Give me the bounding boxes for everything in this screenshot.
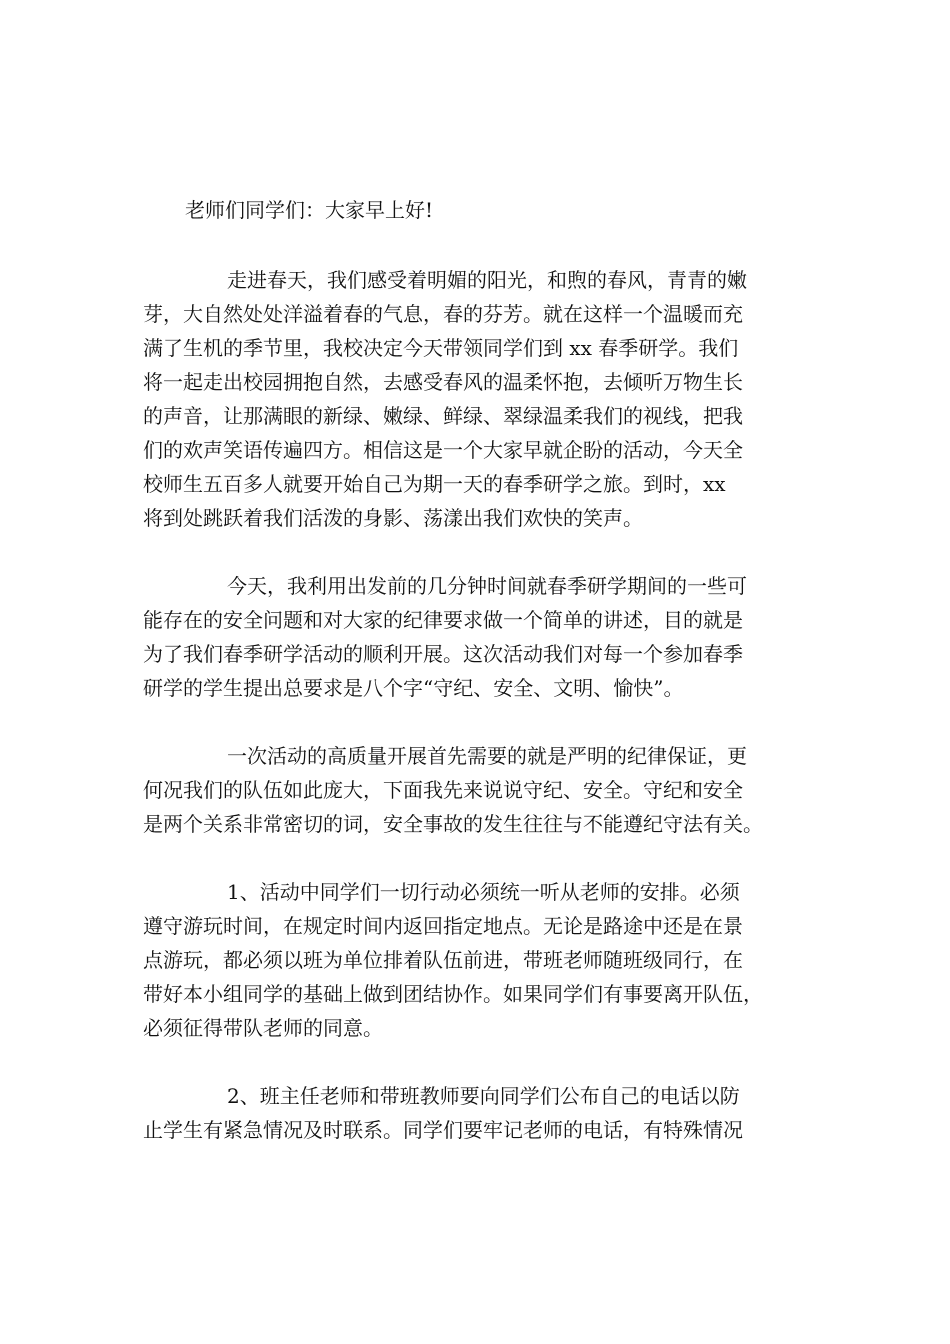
text-line: 将一起走出校园拥抱自然，去感受春风的温柔怀抱，去倾听万物生长 bbox=[143, 370, 743, 394]
text-line: 今天，我利用出发前的几分钟时间就春季研学期间的一些可 bbox=[227, 574, 747, 598]
paragraph-intro bbox=[143, 263, 815, 535]
text-line: 走进春天，我们感受着明媚的阳光，和煦的春风，青青的嫩 bbox=[227, 268, 747, 292]
text-line: 带好本小组同学的基础上做到团结协作。如果同学们有事要离开队伍， bbox=[143, 982, 763, 1006]
text-line: 的声音，让那满眼的新绿、嫩绿、鲜绿、翠绿温柔我们的视线，把我 bbox=[143, 404, 743, 428]
text-line: 2、班主任老师和带班教师要向同学们公布自己的电话以防 bbox=[227, 1084, 740, 1108]
text-line: 芽，大自然处处洋溢着春的气息，春的芬芳。就在这样一个温暖而充 bbox=[143, 302, 743, 326]
text-line: 必须征得带队老师的同意。 bbox=[143, 1016, 383, 1040]
text-line: 何况我们的队伍如此庞大，下面我先来说说守纪、安全。守纪和安全 bbox=[143, 778, 743, 802]
document-body bbox=[143, 193, 815, 1181]
text-line: 校师生五百多人就要开始自己为期一天的春季研学之旅。到时，xx bbox=[143, 472, 726, 496]
text-line: 为了我们春季研学活动的顺利开展。这次活动我们对每一个参加春季 bbox=[143, 642, 743, 666]
text-line: 遵守游玩时间，在规定时间内返回指定地点。无论是路途中还是在景 bbox=[143, 914, 743, 938]
paragraph-rule-1 bbox=[143, 875, 815, 1045]
text-line: 能存在的安全问题和对大家的纪律要求做一个简单的讲述，目的就是 bbox=[143, 608, 743, 632]
paragraph-purpose bbox=[143, 569, 815, 705]
text-line: 们的欢声笑语传遍四方。相信这是一个大家早就企盼的活动，今天全 bbox=[143, 438, 743, 462]
text-line: 满了生机的季节里，我校决定今天带领同学们到 xx 春季研学。我们 bbox=[143, 336, 739, 360]
text-line: 1、活动中同学们一切行动必须统一听从老师的安排。必须 bbox=[227, 880, 740, 904]
text-line: 将到处跳跃着我们活泼的身影、荡漾出我们欢快的笑声。 bbox=[143, 506, 643, 530]
paragraph-rule-2 bbox=[143, 1079, 815, 1147]
text-line: 是两个关系非常密切的词，安全事故的发生往往与不能遵纪守法有关。 bbox=[143, 812, 763, 836]
text-line: 止学生有紧急情况及时联系。同学们要牢记老师的电话，有特殊情况 bbox=[143, 1118, 743, 1142]
text-line: 一次活动的高质量开展首先需要的就是严明的纪律保证，更 bbox=[227, 744, 747, 768]
greeting-line: 老师们同学们：大家早上好! bbox=[185, 198, 434, 222]
paragraph-discipline bbox=[143, 739, 815, 841]
text-line: 研学的学生提出总要求是八个字“守纪、安全、文明、愉快”。 bbox=[143, 676, 684, 700]
text-line: 点游玩，都必须以班为单位排着队伍前进，带班老师随班级同行，在 bbox=[143, 948, 743, 972]
